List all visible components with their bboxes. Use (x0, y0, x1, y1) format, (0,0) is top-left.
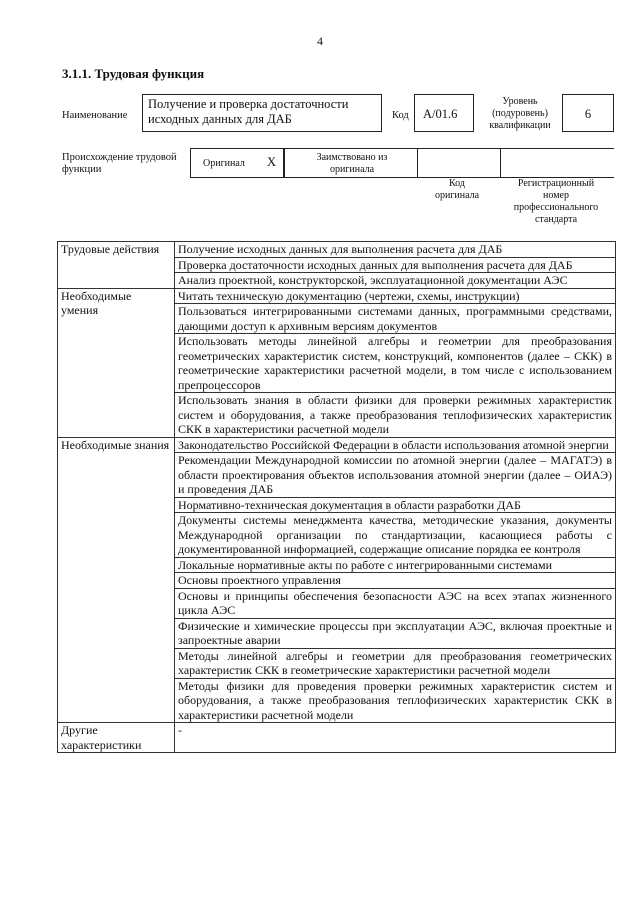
table-row (58, 723, 616, 753)
code-value: A/01.6 (414, 94, 474, 132)
borrowed-cell (284, 148, 418, 178)
row-item: Локальные нормативные акты по работе с интегрированными системами (175, 557, 616, 573)
table-row (58, 242, 616, 258)
code-label: Код (392, 110, 409, 121)
table-row (58, 288, 616, 304)
section-heading: 3.1.1. Трудовая функция (62, 66, 205, 81)
reg-number-cell (500, 148, 614, 178)
reg-number-label: Регистрационный номер профессионального стандарта (513, 178, 599, 225)
row-item: Физические и химические процессы при эксплуатации АЭС, включая проектные и запроектные аварии (175, 618, 616, 648)
row-label: Трудовые действия (58, 242, 175, 289)
row-item: Пользоваться интегрированными системами данных, программными средствами, дающими доступ к архивным версиям документов (175, 304, 616, 334)
row-item: Основы проектного управления (175, 573, 616, 589)
row-item: - (175, 723, 616, 753)
row-item: Законодательство Российской Федерации в области использования атомной энергии (175, 437, 616, 453)
level-value: 6 (562, 94, 614, 132)
original-label: Оригинал (203, 158, 245, 169)
row-item: Использовать знания в области физики для проверки режимных характеристик систем и оборудования, а также преобразования теплофизических характеристик СКК в характеристики расчетной модели (175, 393, 616, 438)
row-item: Документы системы менеджмента качества, методические указания, документы Международной организации по стандартизации, касающиеся работы с документированной информацией, содержащие описание порядка ее контроля (175, 513, 616, 558)
code-original-label: Код оригинала (434, 178, 480, 201)
row-item: Методы линейной алгебры и геометрии для преобразования геометрических характеристик СКК в геометрические характеристики расчетной модели (175, 648, 616, 678)
row-item: Рекомендации Международной комиссии по атомной энергии (далее – МАГАТЭ) в области проектирования объектов использования атомной энергии (далее – ОИАЭ) и проведения ДАБ (175, 453, 616, 498)
row-item: Основы и принципы обеспечения безопасности АЭС на всех этапах жизненного цикла АЭС (175, 588, 616, 618)
row-item: Использовать методы линейной алгебры и геометрии для преобразования геометрических характеристик систем, конструкций, компонентов (далее – СКК) в геометрические характеристики расчетной модели, в том числе с использованием препроцессоров (175, 334, 616, 393)
code-original-cell (418, 148, 500, 178)
borrowed-label: Заимствовано из оригинала (316, 152, 388, 175)
row-label: Необходимые знания (58, 437, 175, 723)
row-item: Нормативно-техническая документация в области разработки ДАБ (175, 497, 616, 513)
row-item: Читать техническую документацию (чертежи, схемы, инструкции) (175, 288, 616, 304)
row-item: Методы физики для проведения проверки режимных характеристик систем и оборудования, а также преобразования теплофизических характеристик СКК в характеристики расчетной модели (175, 678, 616, 723)
row-label: Необходимые умения (58, 288, 175, 437)
origin-label: Происхождение трудовой функции (62, 152, 177, 175)
table-row (58, 437, 616, 453)
competency-table (57, 241, 616, 753)
name-value: Получение и проверка достаточности исходных данных для ДАБ (142, 94, 382, 132)
row-item: Получение исходных данных для выполнения расчета для ДАБ (175, 242, 616, 258)
name-label: Наименование (62, 110, 128, 121)
row-label: Другие характеристики (58, 723, 175, 753)
level-label: Уровень (подуровень) квалификации (489, 96, 551, 131)
page-number: 4 (317, 34, 323, 48)
row-item: Проверка достаточности исходных данных для выполнения расчета для ДАБ (175, 257, 616, 273)
row-item: Анализ проектной, конструкторской, эксплуатационной документации АЭС (175, 273, 616, 289)
original-cell (190, 148, 284, 178)
original-mark: X (267, 155, 277, 169)
